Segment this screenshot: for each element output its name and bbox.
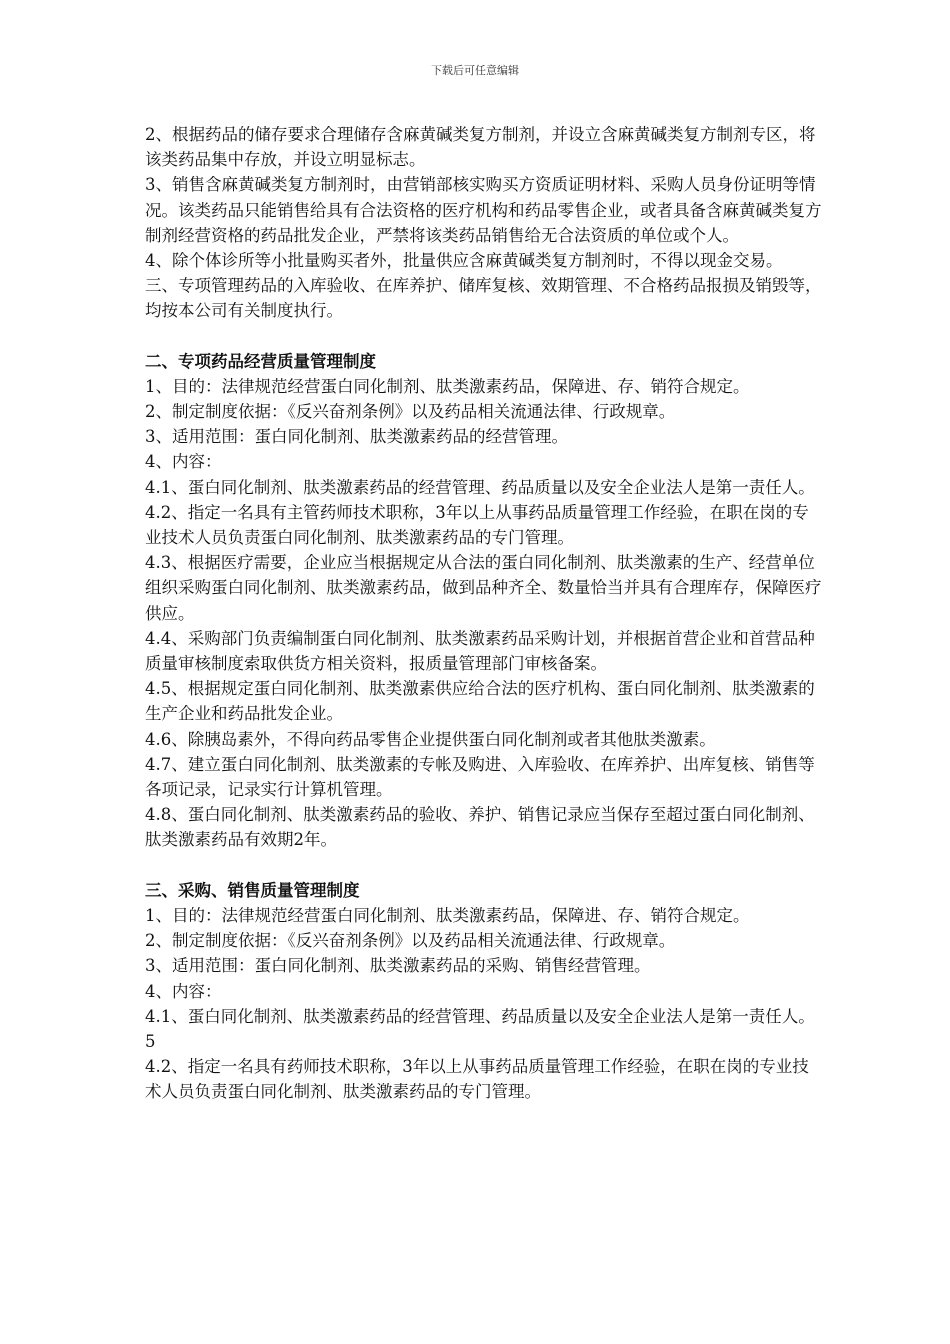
paragraph: 4、除个体诊所等小批量购买者外，批量供应含麻黄碱类复方制剂时，不得以现金交易。 <box>145 251 783 271</box>
paragraph: 2、制定制度依据：《反兴奋剂条例》以及药品相关流通法律、行政规章。 <box>145 402 676 422</box>
paragraph: 4.2、指定一名具有主管药师技术职称，3年以上从事药品质量管理工作经验，在职在岗的专业技术人员负责蛋白同化制剂、肽类激素药品的专门管理。 <box>145 502 809 548</box>
paragraph: 3、适用范围：蛋白同化制剂、肽类激素药品的采购、销售经营管理。 <box>145 956 651 976</box>
document-body <box>145 122 825 1105</box>
paragraph: 4.1、蛋白同化制剂、肽类激素药品的经营管理、药品质量以及安全企业法人是第一责任人。5 <box>145 1006 815 1051</box>
page-header: 下载后可任意编辑 <box>431 64 519 77</box>
paragraph: 2、根据药品的储存要求合理储存含麻黄碱类复方制剂，并设立含麻黄碱类复方制剂专区，将该类药品集中存放，并设立明显标志。 <box>145 125 816 170</box>
paragraph: 4.1、蛋白同化制剂、肽类激素药品的经营管理、药品质量以及安全企业法人是第一责任人。 <box>145 477 815 497</box>
paragraph: 2、制定制度依据：《反兴奋剂条例》以及药品相关流通法律、行政规章。 <box>145 931 676 951</box>
paragraph: 4.3、根据医疗需要，企业应当根据规定从合法的蛋白同化制剂、肽类激素的生产、经营单位组织采购蛋白同化制剂、肽类激素药品，做到品种齐全、数量恰当并具有合理库存，保障医疗供应。 <box>145 553 822 623</box>
paragraph: 1、目的：法律规范经营蛋白同化制剂、肽类激素药品，保障进、存、销符合规定。 <box>145 905 750 925</box>
paragraph: 3、销售含麻黄碱类复方制剂时，由营销部核实购买方资质证明材料、采购人员身份证明等情况。该类药品只能销售给具有合法资格的医疗机构和药品零售企业，或者具备含麻黄碱类复方制剂经营资格的药品批发企业，严禁将该类药品销售给无合法资质的单位或个人。 <box>145 175 822 245</box>
intro-block <box>145 122 825 324</box>
paragraph: 4.8、蛋白同化制剂、肽类激素药品的验收、养护、销售记录应当保存至超过蛋白同化制剂、肽类激素药品有效期2年。 <box>145 805 815 850</box>
section-drug-quality <box>145 349 825 853</box>
paragraph: 三、专项管理药品的入库验收、在库养护、储库复核、效期管理、不合格药品报损及销毁等，均按本公司有关制度执行。 <box>145 276 822 321</box>
paragraph: 4、内容： <box>145 981 222 1001</box>
paragraph: 4、内容： <box>145 452 222 472</box>
section-purchase-sales <box>145 878 825 1105</box>
section-title: 二、专项药品经营质量管理制度 <box>145 351 376 371</box>
paragraph: 4.7、建立蛋白同化制剂、肽类激素的专帐及购进、入库验收、在库养护、出库复核、销售等各项记录，记录实行计算机管理。 <box>145 754 815 800</box>
paragraph: 3、适用范围：蛋白同化制剂、肽类激素药品的经营管理。 <box>145 427 568 447</box>
paragraph: 1、目的：法律规范经营蛋白同化制剂、肽类激素药品，保障进、存、销符合规定。 <box>145 376 750 396</box>
paragraph: 4.6、除胰岛素外，不得向药品零售企业提供蛋白同化制剂或者其他肽类激素。 <box>145 729 716 749</box>
section-title: 三、采购、销售质量管理制度 <box>145 880 360 900</box>
paragraph: 4.2、指定一名具有药师技术职称，3年以上从事药品质量管理工作经验，在职在岗的专业技术人员负责蛋白同化制剂、肽类激素药品的专门管理。 <box>145 1057 809 1102</box>
paragraph: 4.4、采购部门负责编制蛋白同化制剂、肽类激素药品采购计划，并根据首营企业和首营品种质量审核制度索取供货方相关资料，报质量管理部门审核备案。 <box>145 628 815 674</box>
paragraph: 4.5、根据规定蛋白同化制剂、肽类激素供应给合法的医疗机构、蛋白同化制剂、肽类激素的生产企业和药品批发企业。 <box>145 679 815 724</box>
